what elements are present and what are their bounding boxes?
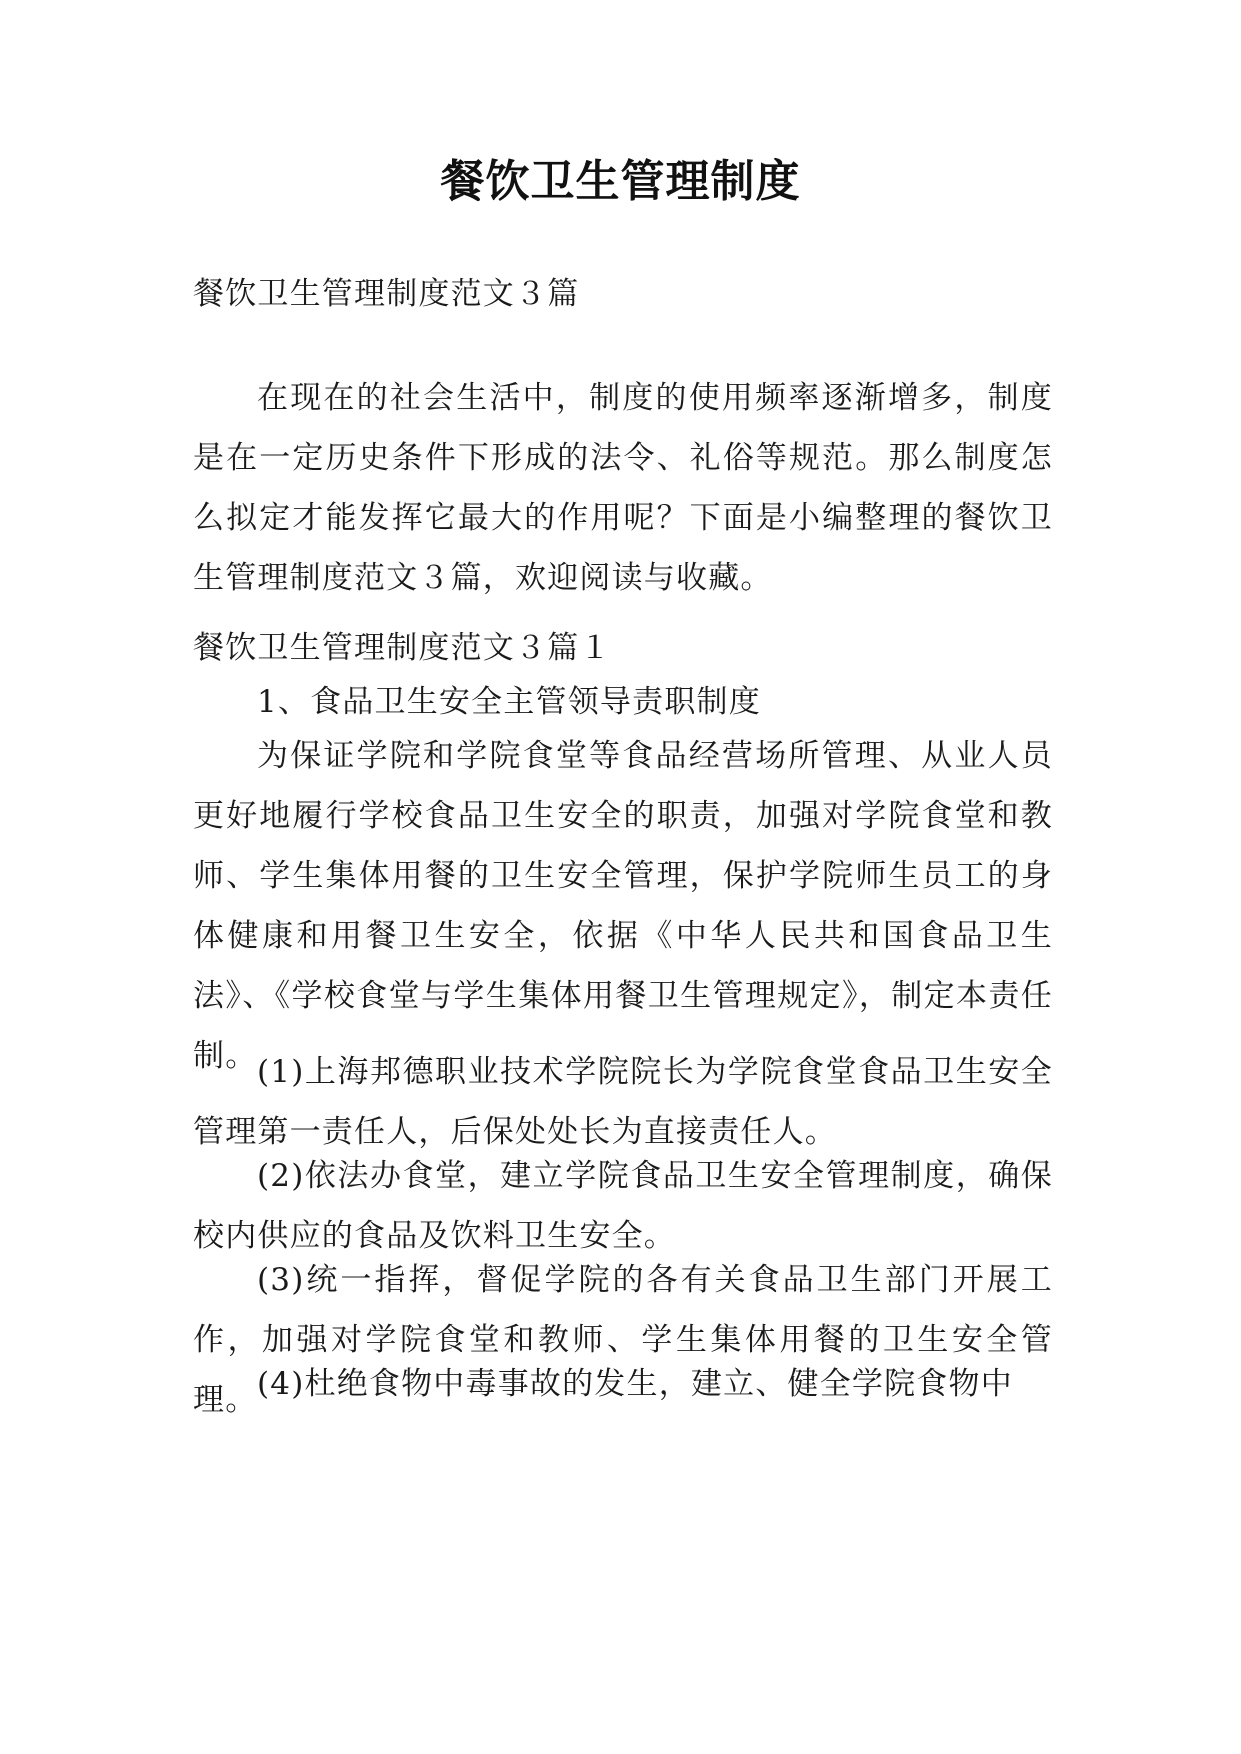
clause-1: (1)上海邦德职业技术学院院长为学院食堂食品卫生安全管理第一责任人，后保处处长为直接责任人。 bbox=[193, 1054, 1053, 1150]
item-heading: 1、食品卫生安全主管领导责职制度 bbox=[257, 684, 761, 720]
clause-4: (4)杜绝食物中毒事故的发生，建立、健全学院食物中 bbox=[257, 1366, 1013, 1402]
paragraph-purpose: 为保证学院和学院食堂等食品经营场所管理、从业人员更好地履行学校食品卫生安全的职责，加强对学院食堂和教师、学生集体用餐的卫生安全管理，保护学院师生员工的身体健康和用餐卫生安全，依据《中华人民共和国食品卫生法》、《学校食堂与学生集体用餐卫生管理规定》，制定本责任制。 bbox=[193, 738, 1053, 1074]
document-title: 餐饮卫生管理制度 bbox=[440, 156, 801, 207]
intro-paragraph: 在现在的社会生活中，制度的使用频率逐渐增多，制度是在一定历史条件下形成的法令、礼俗等规范。那么制度怎么拟定才能发挥它最大的作用呢？下面是小编整理的餐饮卫生管理制度范文３篇，欢迎阅读与收藏。 bbox=[193, 380, 1053, 596]
section-heading: 餐饮卫生管理制度范文３篇１ bbox=[193, 630, 612, 666]
clause-3: (3)统一指挥，督促学院的各有关食品卫生部门开展工作，加强对学院食堂和教师、学生集体用餐的卫生安全管理。 bbox=[193, 1262, 1053, 1418]
document-subtitle: 餐饮卫生管理制度范文３篇 bbox=[193, 276, 580, 312]
clause-2: (2)依法办食堂，建立学院食品卫生安全管理制度，确保校内供应的食品及饮料卫生安全。 bbox=[193, 1158, 1053, 1254]
